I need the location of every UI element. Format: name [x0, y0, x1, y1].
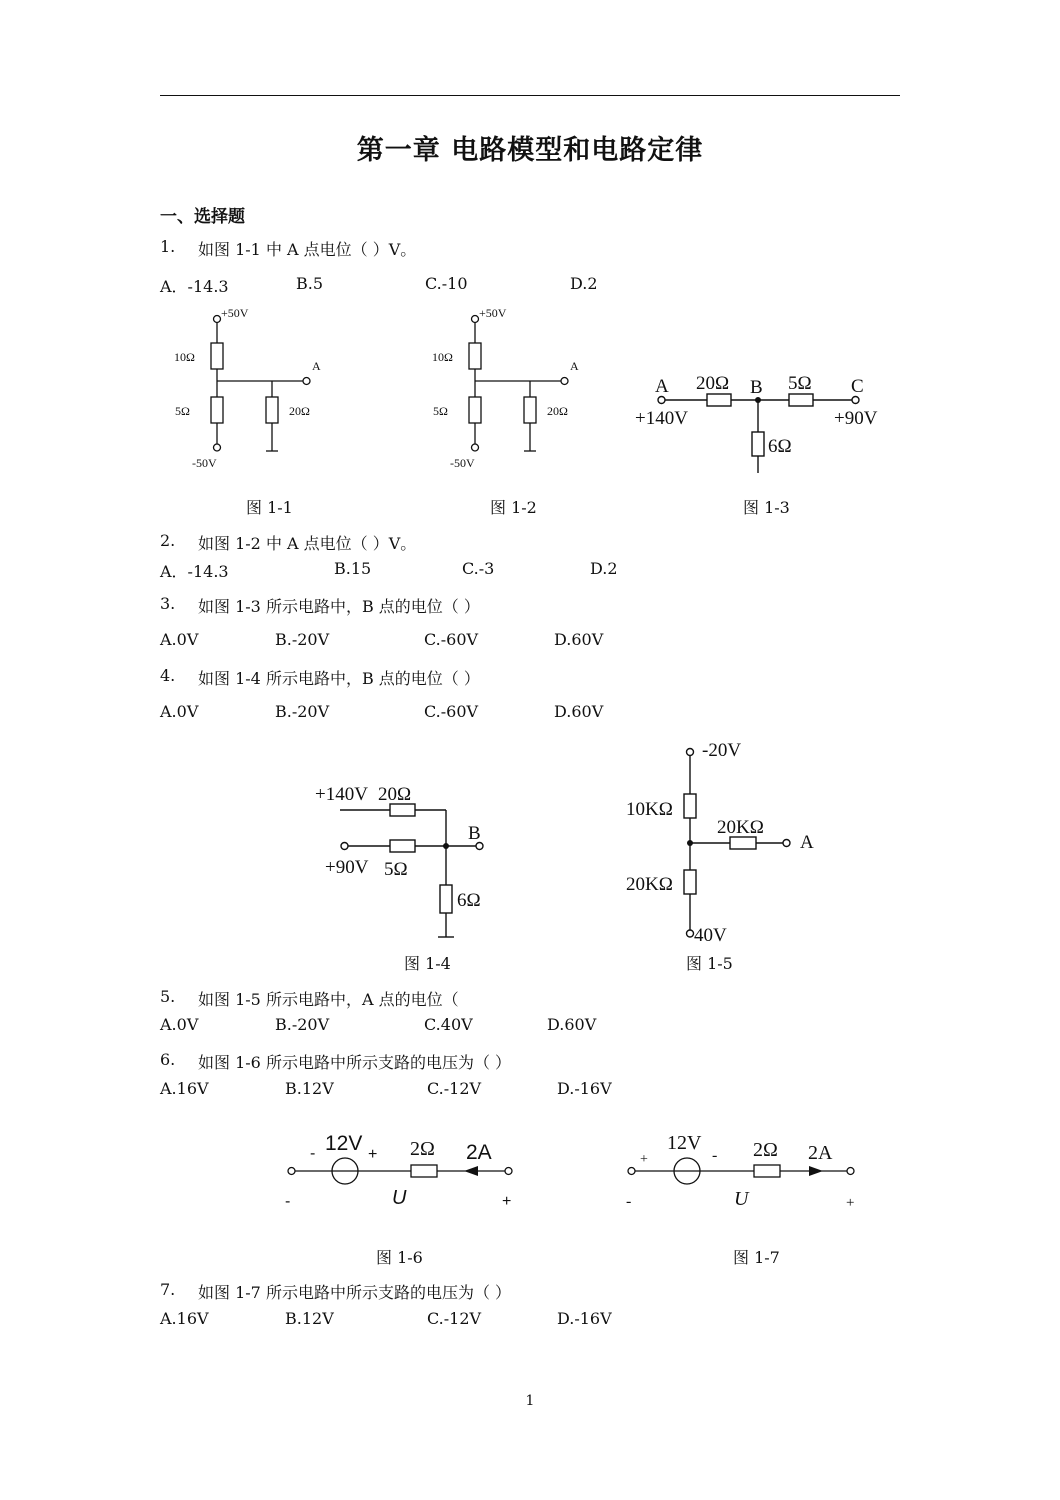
fig4-v2: +90V [325, 857, 369, 878]
figure-1-2 [418, 300, 598, 470]
fig4-caption: 图 1-4 [404, 954, 451, 973]
fig1-bottom-voltage: -50V [192, 456, 217, 470]
fig4-r3: 6Ω [457, 890, 481, 911]
question-3-option-a: A.0V [160, 630, 199, 649]
fig1-caption: 图 1-1 [246, 498, 293, 517]
fig3-node-c: C [851, 376, 864, 397]
question-6-option-d: D.-16V [557, 1079, 612, 1098]
fig7-term-plus: + [846, 1195, 855, 1211]
fig5-r-top: 10KΩ [626, 799, 673, 820]
fig6-source: 12V [325, 1132, 363, 1155]
question-5-text: 如图 1-5 所示电路中，A 点的电位（ [198, 990, 459, 1009]
question-2-option-b: B.15 [334, 559, 372, 578]
fig4-v1: +140V [315, 784, 368, 805]
fig4-r1: 20Ω [378, 784, 412, 805]
question-6-option-b: B.12V [285, 1079, 334, 1098]
fig2-r-top: 10Ω [432, 350, 453, 364]
fig3-r3: 6Ω [768, 436, 792, 457]
question-2-option-d: D.2 [590, 559, 618, 578]
question-4-text: 如图 1-4 所示电路中，B 点的电位（ ） [198, 669, 480, 688]
question-6-number: 6. [160, 1050, 176, 1069]
chapter-title: 第一章 电路模型和电路定律 [356, 135, 704, 166]
fig3-v-a: +140V [635, 408, 688, 429]
question-3-number: 3. [160, 594, 176, 613]
question-3-option-b: B.-20V [275, 630, 330, 649]
fig1-top-voltage: +50V [221, 306, 249, 320]
question-3-option-c: C.-60V [424, 630, 479, 649]
question-1-option-b: B.5 [296, 274, 324, 293]
fig1-r-bottom: 5Ω [175, 404, 190, 418]
question-5-option-a: A.0V [160, 1015, 199, 1034]
question-4-option-a: A.0V [160, 702, 199, 721]
header-rule [160, 95, 900, 96]
fig5-v-bottom: 40V [694, 925, 727, 946]
fig5-v-top: -20V [702, 740, 742, 761]
question-7-option-d: D.-16V [557, 1309, 612, 1328]
figure-1-7 [620, 1125, 870, 1215]
question-1-text: 如图 1-1 中 A 点电位（ ）V。 [198, 240, 417, 259]
fig4-r2: 5Ω [384, 859, 408, 880]
fig5-caption: 图 1-5 [686, 954, 733, 973]
fig3-node-a: A [655, 376, 669, 397]
section-heading: 一、选择题 [160, 207, 245, 227]
fig6-src-minus: - [310, 1145, 316, 1162]
page-number: 1 [525, 1393, 535, 1409]
question-7-option-a: A.16V [160, 1309, 209, 1328]
question-2-option-c: C.-3 [462, 559, 495, 578]
question-1-option-a: A．-14.3 [160, 277, 229, 296]
fig5-r-branch: 20KΩ [717, 817, 764, 838]
fig2-bottom-voltage: -50V [450, 456, 475, 470]
figure-1-5 [620, 735, 830, 950]
fig7-current: 2A [808, 1142, 833, 1164]
question-5-option-d: D.60V [547, 1015, 597, 1034]
fig2-caption: 图 1-2 [490, 498, 537, 517]
fig7-source: 12V [667, 1132, 702, 1154]
fig7-caption: 图 1-7 [733, 1248, 780, 1267]
fig2-r-branch: 20Ω [547, 404, 568, 418]
question-4-option-d: D.60V [554, 702, 604, 721]
fig6-term-minus: - [285, 1193, 291, 1210]
question-1-option-c: C.-10 [425, 274, 468, 293]
fig1-r-branch: 20Ω [289, 404, 310, 418]
fig3-caption: 图 1-3 [743, 498, 790, 517]
fig1-node: A [312, 359, 321, 373]
question-2-text: 如图 1-2 中 A 点电位（ ）V。 [198, 534, 417, 553]
question-5-option-b: B.-20V [275, 1015, 330, 1034]
question-6-text: 如图 1-6 所示电路中所示支路的电压为（ ） [198, 1053, 512, 1072]
question-6-option-a: A.16V [160, 1079, 209, 1098]
fig5-node: A [800, 832, 814, 853]
question-4-option-c: C.-60V [424, 702, 479, 721]
fig1-r-top: 10Ω [174, 350, 195, 364]
fig7-u: U [734, 1188, 749, 1210]
fig2-node: A [570, 359, 579, 373]
figure-1-6 [280, 1125, 530, 1215]
question-1-option-d: D.2 [570, 274, 598, 293]
question-5-option-c: C.40V [424, 1015, 473, 1034]
fig4-node: B [468, 823, 481, 844]
fig5-r-bottom: 20KΩ [626, 874, 673, 895]
fig6-current: 2A [466, 1141, 492, 1164]
fig6-u: U [392, 1187, 407, 1209]
question-2-number: 2. [160, 531, 176, 550]
question-4-number: 4. [160, 666, 176, 685]
fig2-top-voltage: +50V [479, 306, 507, 320]
fig3-v-c: +90V [834, 408, 878, 429]
question-7-number: 7. [160, 1280, 176, 1299]
question-7-text: 如图 1-7 所示电路中所示支路的电压为（ ） [198, 1283, 512, 1302]
question-3-text: 如图 1-3 所示电路中，B 点的电位（ ） [198, 597, 480, 616]
question-5-number: 5. [160, 987, 176, 1006]
question-7-option-b: B.12V [285, 1309, 334, 1328]
fig7-src-minus: - [712, 1147, 718, 1164]
figure-1-4 [310, 775, 510, 945]
fig3-r1: 20Ω [696, 373, 730, 394]
fig3-node-b: B [750, 377, 763, 398]
fig7-r: 2Ω [753, 1139, 778, 1161]
fig6-term-plus: + [502, 1193, 512, 1210]
question-1-number: 1. [160, 237, 176, 256]
fig3-r2: 5Ω [788, 373, 812, 394]
question-7-option-c: C.-12V [427, 1309, 482, 1328]
fig7-term-minus: - [626, 1193, 632, 1210]
fig6-src-plus: + [368, 1146, 378, 1163]
question-4-option-b: B.-20V [275, 702, 330, 721]
fig6-r: 2Ω [410, 1138, 435, 1160]
fig2-r-bottom: 5Ω [433, 404, 448, 418]
question-3-option-d: D.60V [554, 630, 604, 649]
fig7-src-plus: + [640, 1152, 648, 1167]
fig6-caption: 图 1-6 [376, 1248, 423, 1267]
figure-1-1 [160, 300, 340, 470]
question-2-option-a: A．-14.3 [160, 562, 229, 581]
figure-1-3 [630, 365, 900, 475]
question-6-option-c: C.-12V [427, 1079, 482, 1098]
